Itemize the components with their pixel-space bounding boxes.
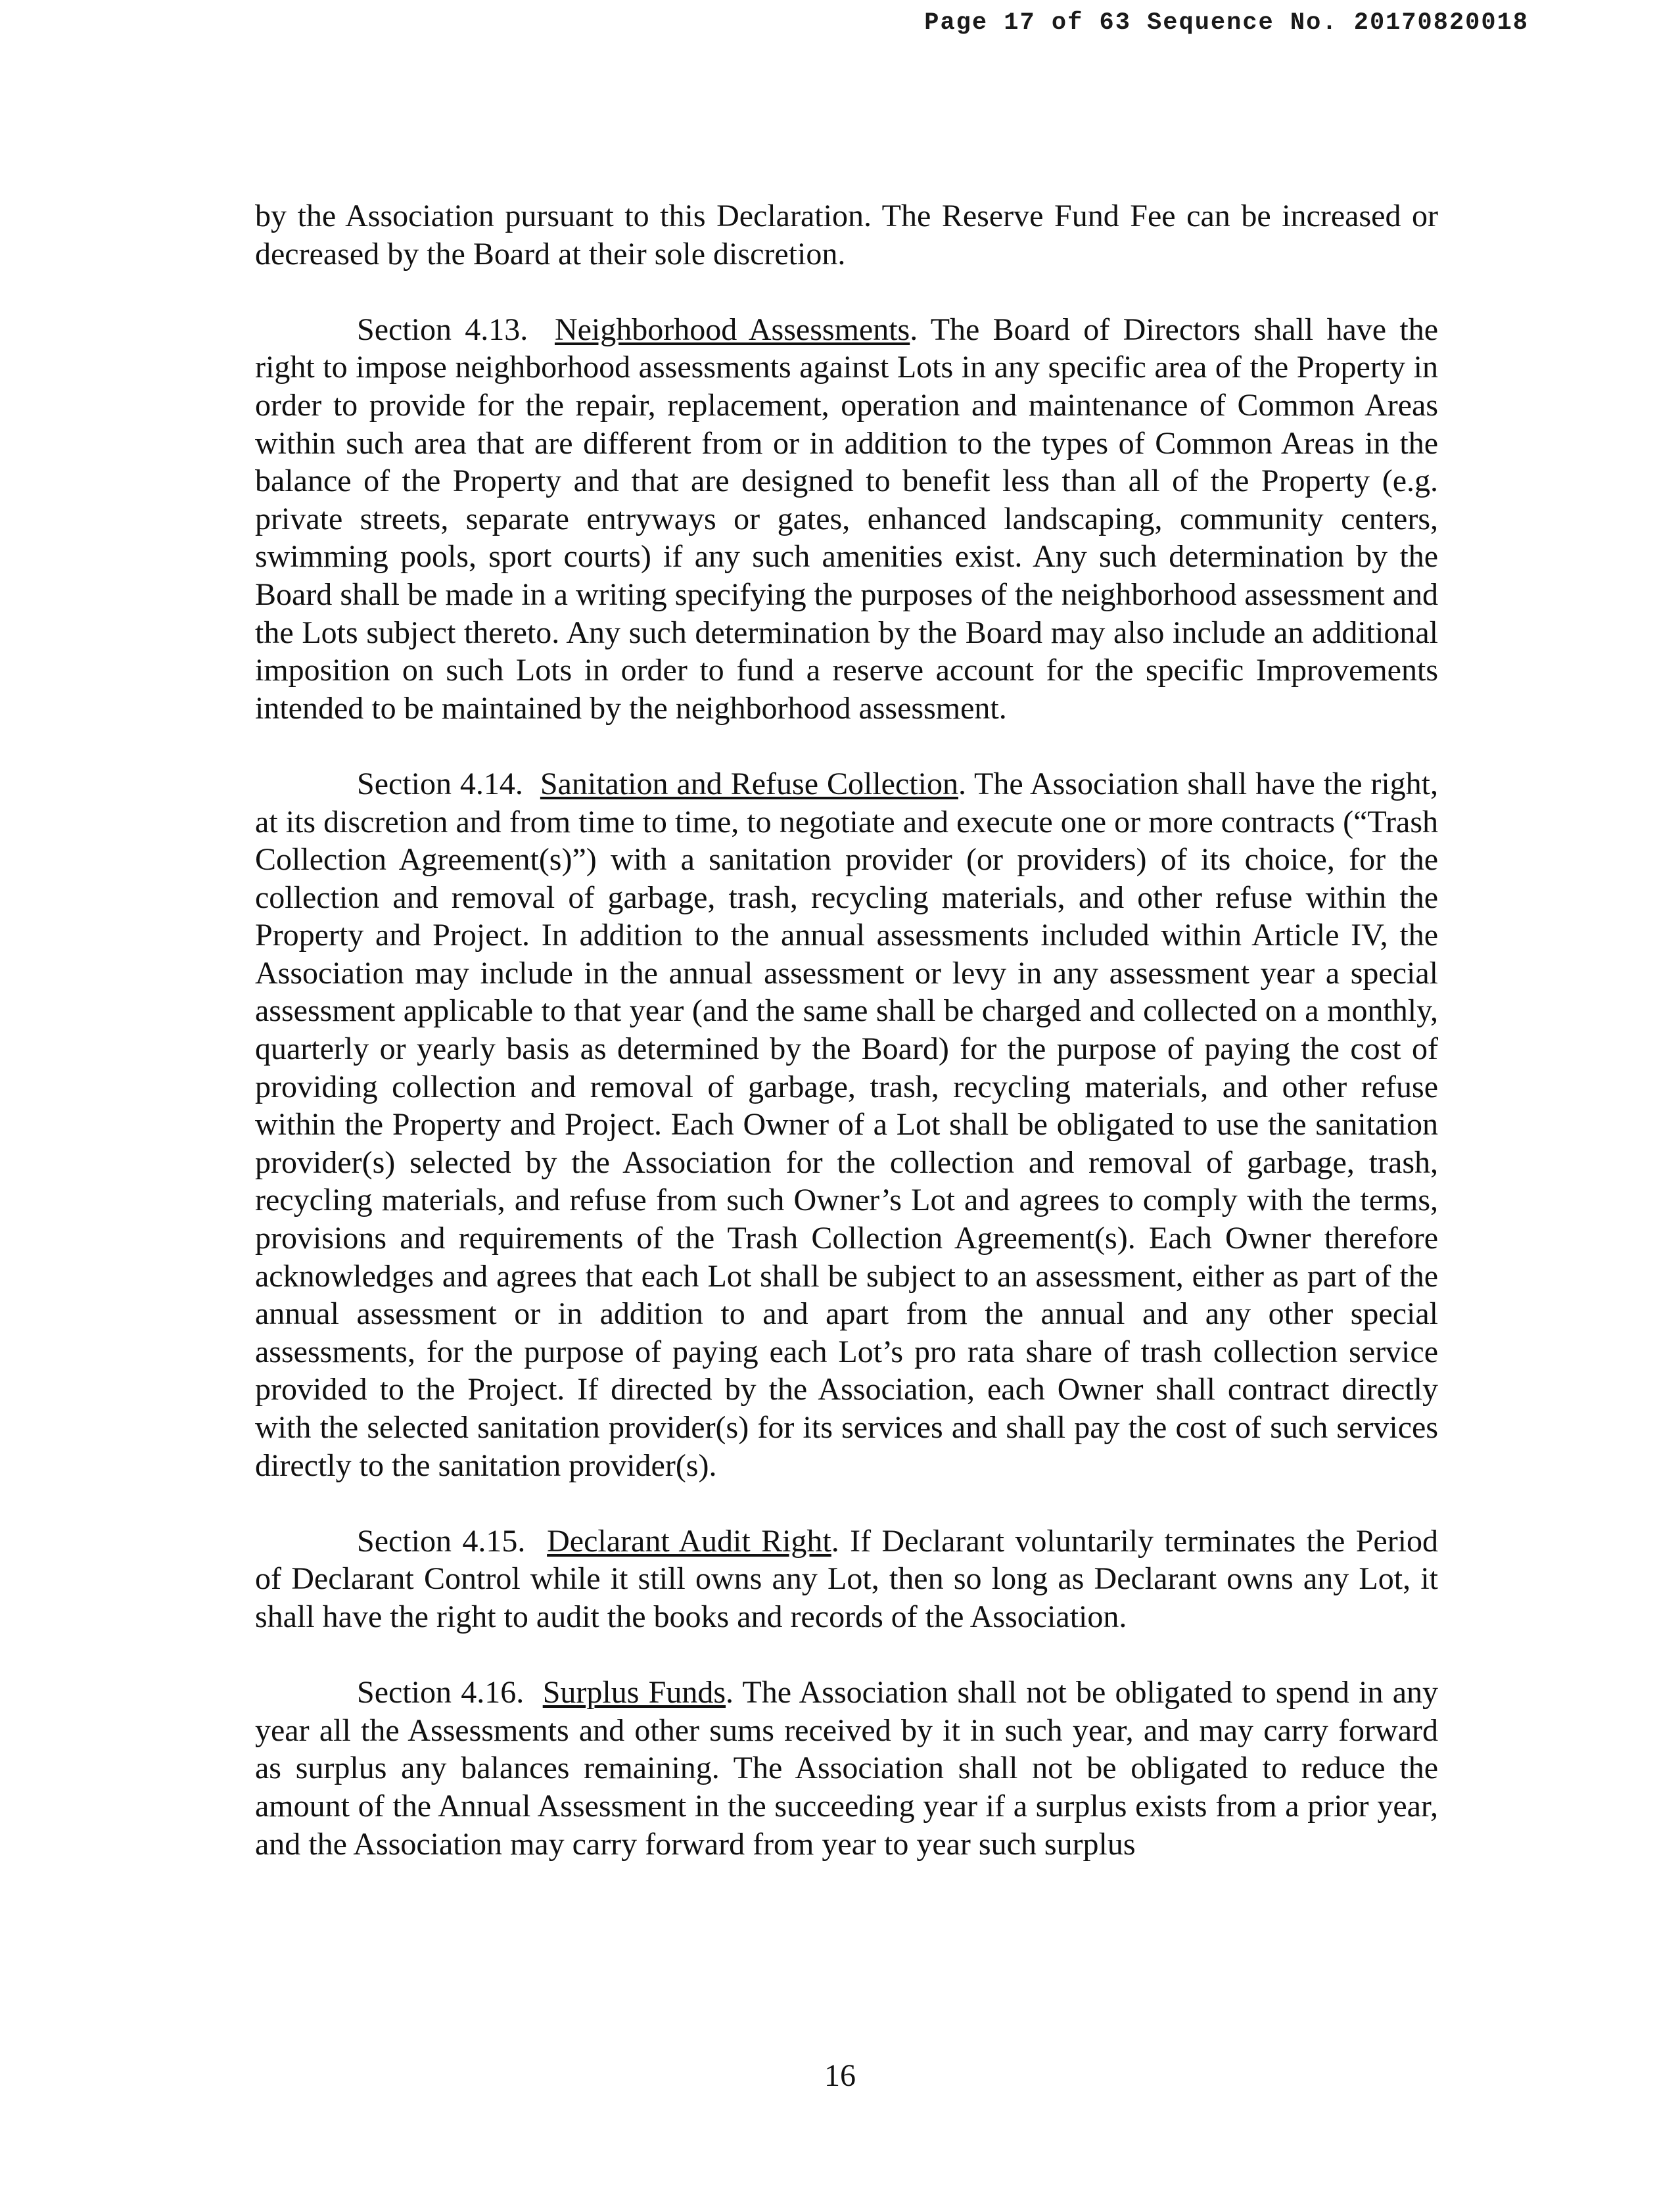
- section-4-13-paragraph: Section 4.13. Neighborhood Assessments. The Board of Directors shall have the right to impose neighborhood assessments against Lots in any specific area of the Property in order to provide for the repair, replacement, operation and maintenance of Common Areas within such area that are different from or in addition to the types of Common Areas in the balance of the Property and that are designed to benefit less than all of the Property (e.g. private streets, separate entryways or gates, enhanced landscaping, community centers, swimming pools, sport courts) if any such amenities exist. Any such determination by the Board shall be made in a writing specifying the purposes of the neighborhood assessment and the Lots subject thereto. Any such determination by the Board may also include an additional imposition on such Lots in order to fund a reserve account for the specific Improvements intended to be maintained by the neighborhood assessment.: [255, 312, 1439, 726]
- section-number: Section 4.16.: [357, 1675, 525, 1710]
- section-4-15-paragraph: Section 4.15. Declarant Audit Right. If Declarant voluntarily terminates the Period of Declarant Control while it still owns any Lot, then so long as Declarant owns any Lot, it shall have the right to audit the books and records of the Association.: [255, 1523, 1439, 1634]
- section-number: Section 4.15.: [357, 1523, 526, 1559]
- page-sequence-stamp: Page 17 of 63 Sequence No. 20170820018: [924, 9, 1529, 37]
- section-body: If Declarant voluntarily terminates the Period of Declarant Control while it still owns any Lot, then so long as Declarant owns any Lot, it shall have the right to audit the books and records of the Association.: [255, 1523, 1439, 1634]
- section-body: The Board of Directors shall have the right to impose neighborhood assessments against Lots in any specific area of the Property in order to provide for the repair, replacement, operation and maintenance of Common Areas within such area that are different from or in addition to the types of Common Areas in the balance of the Property and that are designed to benefit less than all of the Property (e.g. private streets, separate entryways or gates, enhanced landscaping, community centers, swimming pools, sport courts) if any such amenities exist. Any such determination by the Board shall be made in a writing specifying the purposes of the neighborhood assessment and the Lots subject thereto. Any such determination by the Board may also include an additional imposition on such Lots in order to fund a reserve account for the specific Improvements intended to be maintained by the neighborhood assessment.: [255, 312, 1439, 726]
- intro-paragraph: by the Association pursuant to this Declaration. The Reserve Fund Fee can be increased or decreased by the Board at their sole discretion.: [255, 199, 1438, 271]
- page-number: 16: [824, 2058, 856, 2093]
- section-heading: Surplus Funds: [542, 1675, 726, 1710]
- section-4-14-paragraph: Section 4.14. Sanitation and Refuse Collection. The Association shall have the right, at its discretion and from time to time, to negotiate and execute one or more contracts (“Trash Collection Agreement(s)”) with a sanitation provider (or providers) of its choice, for the collection and removal of garbage, trash, recycling materials, and other refuse within the Property and Project. In addition to the annual assessments included within Article IV, the Association may include in the annual assessment or levy in any assessment year a special assessment applicable to that year (and the same shall be charged and collected on a monthly, quarterly or yearly basis as determined by the Board) for the purpose of paying the cost of providing collection and removal of garbage, trash, recycling materials, and other refuse within the Property and Project. Each Owner of a Lot shall be obligated to use the sanitation provider(s) selected by the Association for the collection and removal of garbage, trash, recycling materials, and refuse from such Owner’s Lot and agrees to comply with the terms, provisions and requirements of the Trash Collection Agreement(s). Each Owner therefore acknowledges and agrees that each Lot shall be subject to an assessment, either as part of the annual assessment or in addition to and apart from the annual and any other special assessments, for the purpose of paying each Lot’s pro rata share of trash collection service provided to the Project. If directed by the Association, each Owner shall contract directly with the selected sanitation provider(s) for its services and shall pay the cost of such services directly to the sanitation provider(s).: [255, 766, 1438, 1483]
- section-body: The Association shall not be obligated to spend in any year all the Assessments and other sums received by it in such year, and may carry forward as surplus any balances remaining. The Association shall not be obligated to reduce the amount of the Annual Assessment in the succeeding year if a surplus exists from a prior year, and the Association may carry forward from year to year such surplus: [255, 1675, 1439, 1862]
- section-heading: Sanitation and Refuse Collection: [540, 766, 958, 801]
- section-heading: Neighborhood Assessments: [554, 312, 910, 347]
- section-heading: Declarant Audit Right: [547, 1523, 831, 1559]
- section-body: The Association shall have the right, at its discretion and from time to time, to negotiate and execute one or more contracts (“Trash Collection Agreement(s)”) with a sanitation provider (or providers) of its choice, for the collection and removal of garbage, trash, recycling materials, and other refuse within the Property and Project. In addition to the annual assessments included within Article IV, the Association may include in the annual assessment or levy in any assessment year a special assessment applicable to that year (and the same shall be charged and collected on a monthly, quarterly or yearly basis as determined by the Board) for the purpose of paying the cost of providing collection and removal of garbage, trash, recycling materials, and other refuse within the Property and Project. Each Owner of a Lot shall be obligated to use the sanitation provider(s) selected by the Association for the collection and removal of garbage, trash, recycling materials, and refuse from such Owner’s Lot and agrees to comply with the terms, provisions and requirements of the Trash Collection Agreement(s). Each Owner therefore acknowledges and agrees that each Lot shall be subject to an assessment, either as part of the annual assessment or in addition to and apart from the annual and any other special assessments, for the purpose of paying each Lot’s pro rata share of trash collection service provided to the Project. If directed by the Association, each Owner shall contract directly with the selected sanitation provider(s) for its services and shall pay the cost of such services directly to the sanitation provider(s).: [255, 766, 1438, 1483]
- document-body: [255, 197, 1438, 1901]
- section-4-16-paragraph: Section 4.16. Surplus Funds. The Association shall not be obligated to spend in any year all the Assessments and other sums received by it in such year, and may carry forward as surplus any balances remaining. The Association shall not be obligated to reduce the amount of the Annual Assessment in the succeeding year if a surplus exists from a prior year, and the Association may carry forward from year to year such surplus: [255, 1675, 1439, 1862]
- section-number: Section 4.14.: [357, 766, 523, 801]
- section-number: Section 4.13.: [357, 312, 528, 347]
